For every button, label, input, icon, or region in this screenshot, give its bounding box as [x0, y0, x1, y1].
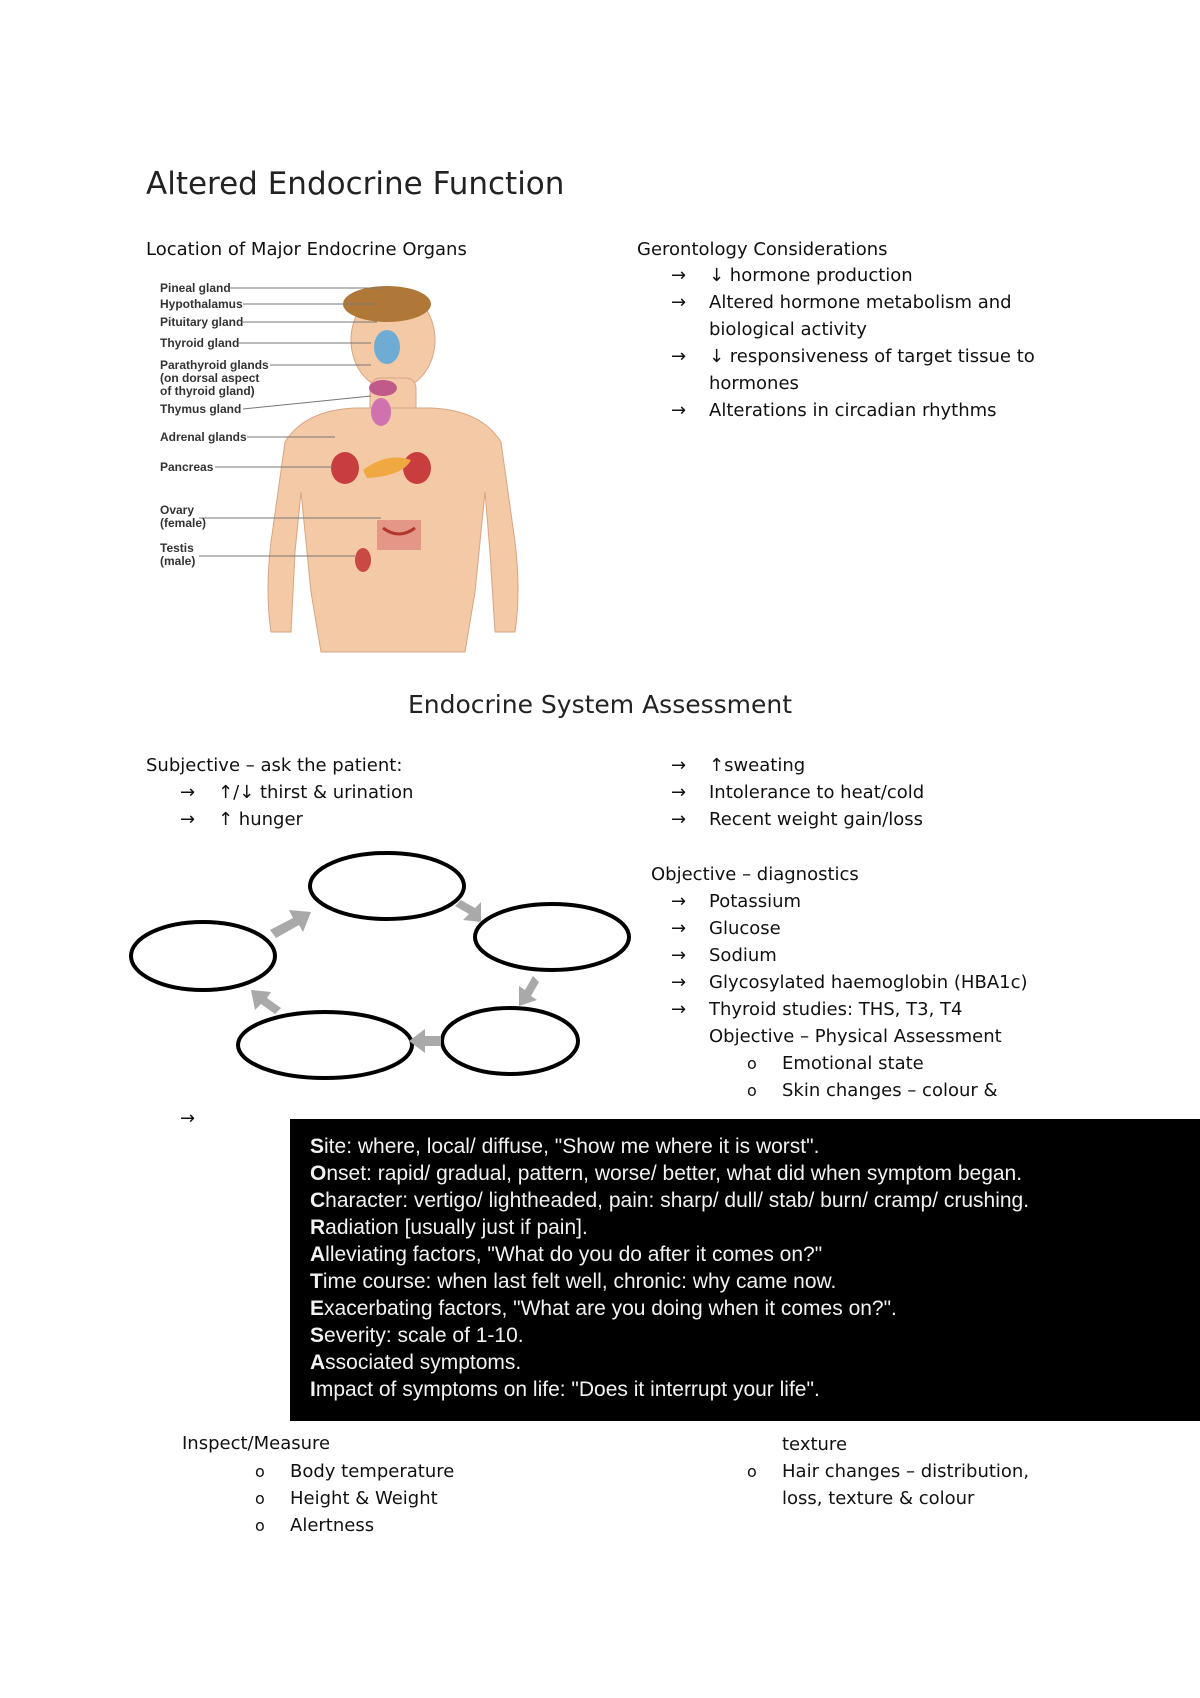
list-item: → ↑/↓ thirst & urination: [218, 779, 413, 806]
list-item: o Height & Weight: [290, 1485, 454, 1512]
label-adrenal: Adrenal glands: [160, 430, 247, 444]
socrates-row: Severity: scale of 1-10.: [310, 1324, 524, 1347]
socrates-row: Associated symptoms.: [310, 1351, 522, 1374]
list-item: → Glycosylated haemoglobin (HBA1c): [709, 969, 1028, 996]
list-item-continuation: biological activity: [709, 319, 867, 340]
cycle-oval-bottom-left: [238, 1012, 412, 1078]
list-item: → ↑ hunger: [218, 806, 413, 833]
list-item: → Intolerance to heat/cold: [709, 779, 924, 806]
cycle-arrow-1: [270, 910, 311, 938]
physical-assessment-list-2: [782, 1458, 1029, 1485]
page-title: Altered Endocrine Function: [146, 166, 565, 202]
right-kidney: [403, 452, 431, 484]
cycle-diagram-svg: [125, 848, 645, 1088]
left-kidney: [331, 452, 359, 484]
list-item: o Hair changes – distribution,: [782, 1458, 1029, 1485]
cycle-oval-bottom-right: [442, 1008, 578, 1074]
cycle-arrow-5: [251, 990, 281, 1014]
socrates-row: Onset: rapid/ gradual, pattern, worse/ better, what did when symptom began.: [310, 1162, 1023, 1185]
cycle-oval-left: [131, 922, 275, 990]
label-ovary: Ovary: [160, 503, 195, 517]
subjective-list: [218, 779, 413, 833]
cycle-oval-top: [310, 853, 464, 919]
label-ovary-2: (female): [160, 516, 207, 530]
list-item: o Emotional state: [782, 1050, 998, 1077]
cycle-oval-right: [475, 904, 629, 970]
testis-organ: [355, 548, 371, 572]
gerontology-heading: Gerontology Considerations: [637, 239, 888, 260]
label-testis-2: (male): [160, 554, 196, 568]
cycle-diagram: [125, 848, 645, 1088]
label-pancreas: Pancreas: [160, 460, 214, 474]
subjective-list-right: [709, 752, 924, 833]
list-item: → Thyroid studies: THS, T3, T4: [709, 996, 1028, 1023]
socrates-row: Site: where, local/ diffuse, "Show me where it is worst".: [310, 1135, 820, 1158]
label-testis: Testis: [160, 541, 194, 555]
list-item: → ↑sweating: [709, 752, 924, 779]
subjective-heading: Subjective – ask the patient:: [146, 755, 403, 776]
socrates-box: [290, 1119, 1200, 1421]
cycle-arrow-4: [409, 1029, 441, 1053]
list-item: o Skin changes – colour &: [782, 1077, 998, 1104]
list-item-continuation: hormones: [709, 373, 799, 394]
thyroid-organ: [369, 380, 397, 396]
list-item: o Alertness: [290, 1512, 454, 1539]
socrates-row: Radiation [usually just if pain].: [310, 1216, 588, 1239]
list-item: → ↓ responsiveness of target tissue to: [709, 343, 1035, 370]
thymus-organ: [371, 398, 391, 426]
socrates-row: Alleviating factors, "What do you do after it comes on?": [310, 1243, 823, 1266]
physical-assessment-heading: Objective – Physical Assessment: [709, 1026, 1002, 1047]
objective-diagnostics-heading: Objective – diagnostics: [651, 864, 859, 885]
list-item: → Glucose: [709, 915, 1028, 942]
inspect-heading: Inspect/Measure: [182, 1433, 331, 1454]
socrates-row: Exacerbating factors, "What are you doing when it comes on?".: [310, 1297, 897, 1320]
socrates-row: Time course: when last felt well, chronic: why came now.: [310, 1270, 837, 1293]
list-item: → ↓ hormone production: [709, 262, 1035, 289]
label-thymus: Thymus gland: [160, 402, 242, 416]
label-pituitary: Pituitary gland: [160, 315, 244, 329]
socrates-row: Character: vertigo/ lightheaded, pain: sharp/ dull/ stab/ burn/ cramp/ crushing.: [310, 1189, 1030, 1212]
endocrine-organ-figure: [155, 281, 525, 652]
lone-arrow: →: [180, 1108, 196, 1129]
section-title: Endocrine System Assessment: [407, 690, 793, 719]
cycle-arrow-3: [519, 976, 539, 1006]
list-item: → Altered hormone metabolism and: [709, 289, 1035, 316]
inspect-list: [290, 1458, 454, 1539]
body-illustration: [155, 281, 525, 652]
list-item: → Recent weight gain/loss: [709, 806, 924, 833]
list-item: → Alterations in circadian rhythms: [709, 397, 1035, 424]
list-item: → Potassium: [709, 888, 1028, 915]
socrates-row: Impact of symptoms on life: "Does it interrupt your life".: [310, 1378, 820, 1401]
label-thyroid: Thyroid gland: [160, 336, 240, 350]
gerontology-list: [709, 262, 1035, 424]
cycle-arrow-2: [455, 900, 481, 922]
location-heading: Location of Major Endocrine Organs: [146, 239, 467, 260]
label-pineal: Pineal gland: [160, 281, 231, 295]
label-hypothalamus: Hypothalamus: [160, 297, 243, 311]
physical-assessment-continuation: texture: [782, 1434, 848, 1455]
list-item: o Body temperature: [290, 1458, 454, 1485]
objective-diagnostics-list: [709, 888, 1028, 1023]
list-item: → Sodium: [709, 942, 1028, 969]
label-parathyroid-2: (on dorsal aspect: [160, 371, 260, 385]
label-parathyroid: Parathyroid glands: [160, 358, 269, 372]
brain-glands: [374, 330, 400, 364]
label-parathyroid-3: of thyroid gland): [160, 384, 255, 398]
physical-assessment-list: [782, 1050, 998, 1104]
physical-assessment-continuation-2: loss, texture & colour: [782, 1488, 975, 1509]
